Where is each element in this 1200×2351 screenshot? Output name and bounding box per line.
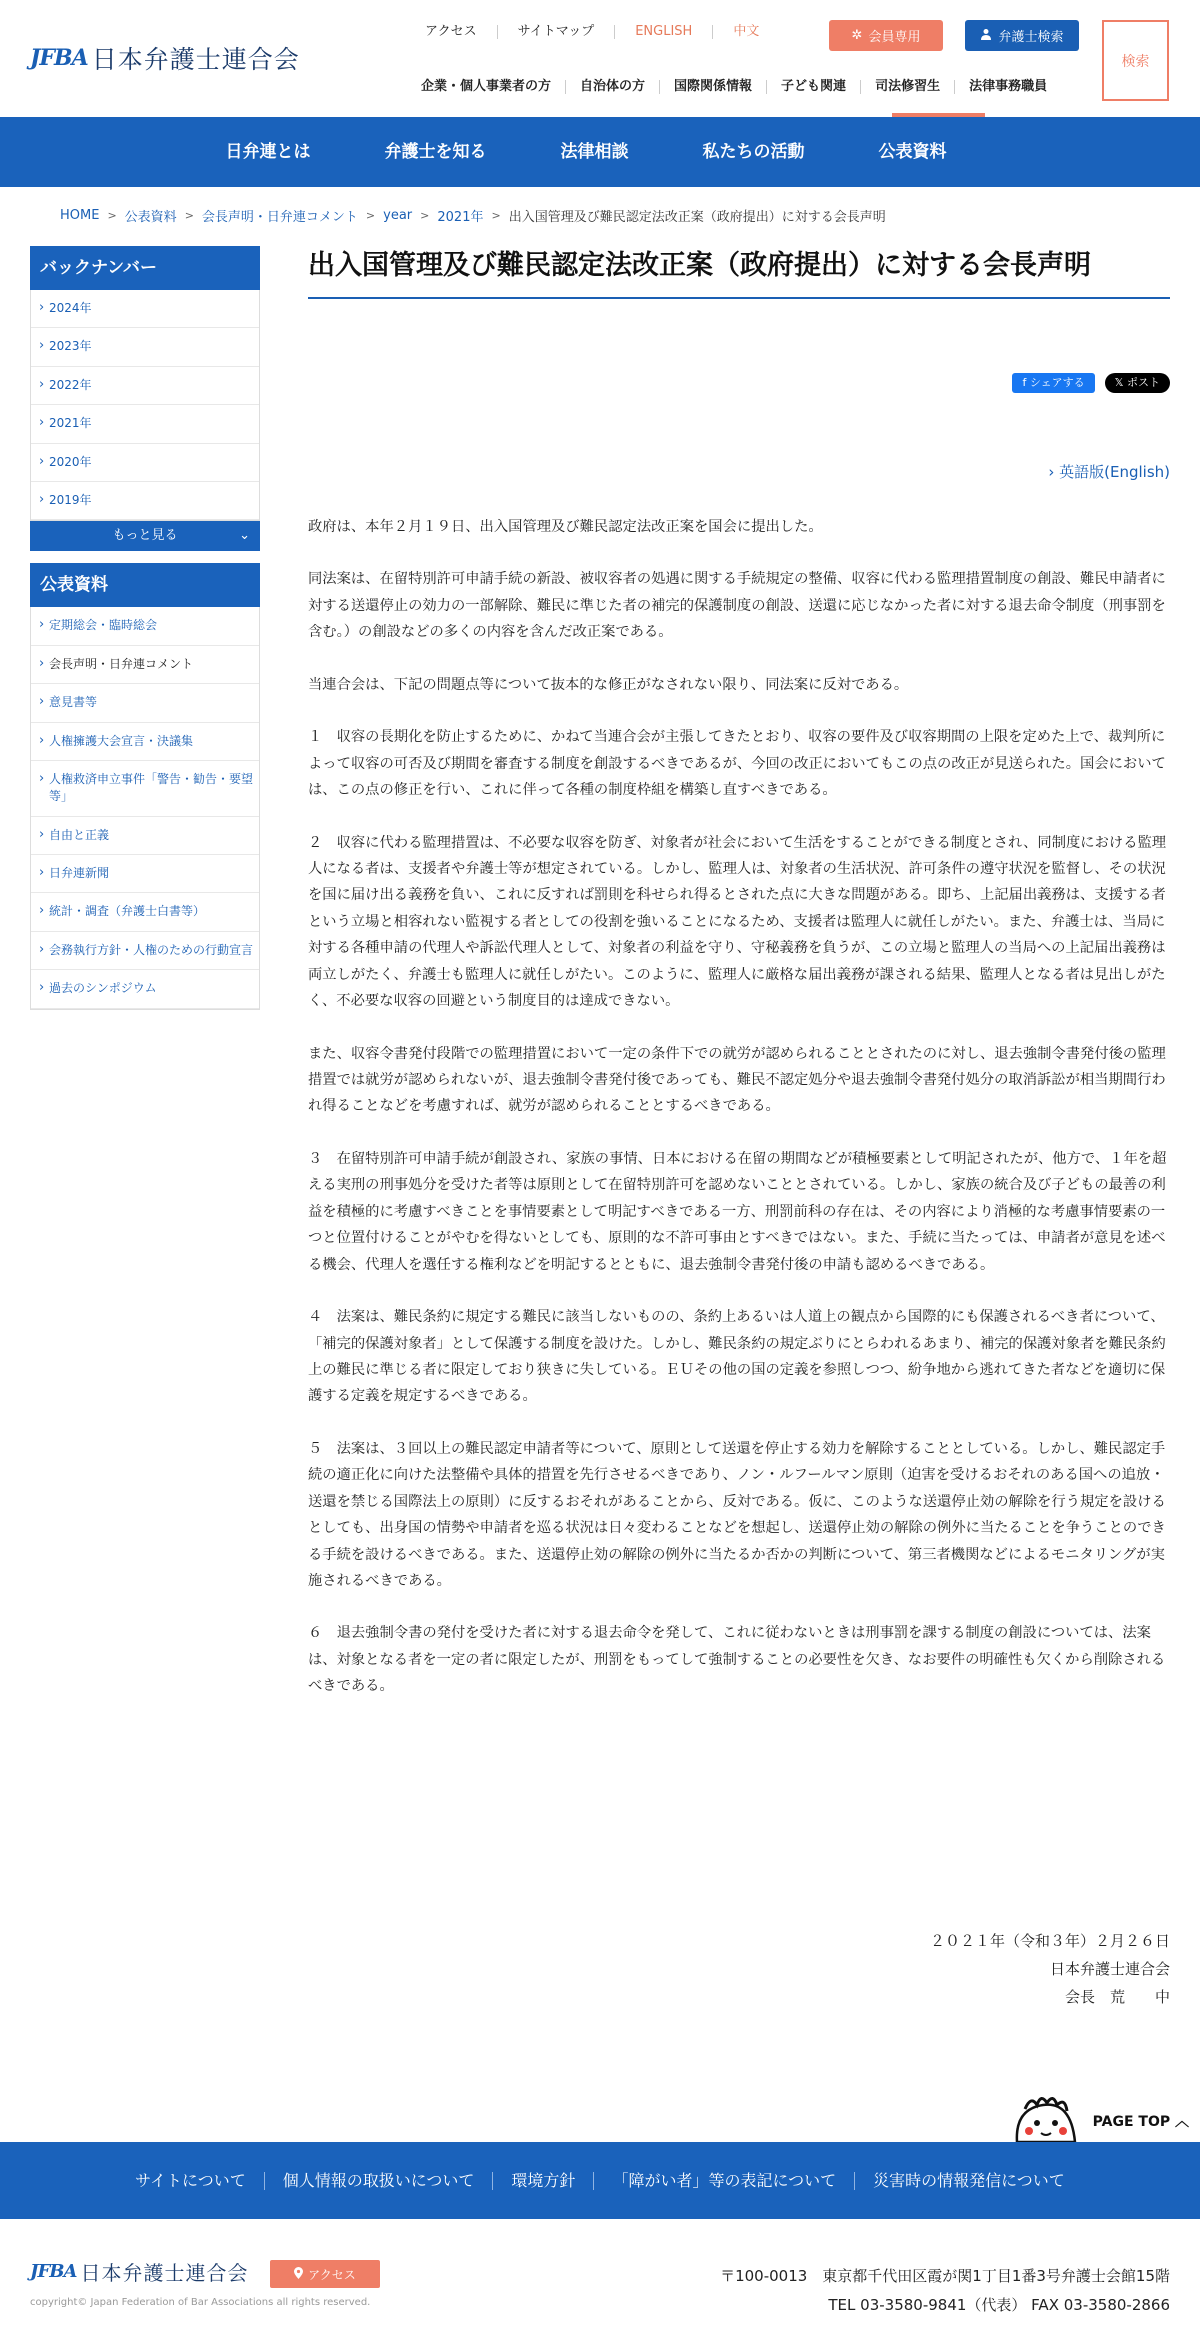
english-version-link[interactable] [1048, 461, 1170, 482]
sidebar-item-symposium[interactable]: › 過去のシンポジウム [31, 970, 259, 1008]
page-top-button[interactable] [1005, 2087, 1195, 2142]
sidebar-item-human-rights-relief[interactable]: › 人権救済申立事件「警告・勧告・要望等」 [31, 761, 259, 817]
signature-president: 会長 荒 中 [1064, 1987, 1170, 2006]
article-paragraph: また、収容令書発付段階での監理措置において一定の条件下での就労が認められることとされたのに対し、退去強制令書発付後の監理措置では就労が認められないが、退去強制令書発付後であっても、難民不認定処分や退去強制令書発付処分の取消訴訟が相当期間行われ得ることなどを考慮すれば、就労が認められることとするべきである。 [308, 1045, 1166, 1115]
signature-date: ２０２１年（令和３年）２月２６日 [929, 1932, 1170, 1950]
util-link-english[interactable]: ENGLISH [615, 25, 713, 39]
footer-address: 〒100-0013 東京都千代田区霞が関1丁目1番3号弁護士会館15階 [720, 2267, 1170, 2285]
footer-link-privacy[interactable]: 個人情報の取扱いについて [265, 2172, 494, 2190]
subnav-office-staff[interactable]: 法律事務職員 [969, 79, 1048, 94]
x-icon: 𝕏 [1114, 376, 1127, 389]
footer-logo-name: 日本弁護士連合会 [80, 2261, 249, 2285]
breadcrumb-separator: > [184, 209, 194, 222]
gear-icon: ✲ [851, 28, 863, 43]
sidebar-item-statistics[interactable]: › 統計・調査（弁護士白書等） [31, 893, 259, 931]
sidebar-item-declarations[interactable]: › 人権擁護大会宣言・決議集 [31, 723, 259, 761]
show-more-button[interactable] [30, 521, 260, 551]
article-paragraph: ２ 収容に代わる監理措置は、不必要な収容を防ぎ、対象者が社会において生活をすることができる制度とされ、同制度における監理人になる者は、支援者や弁護士等が想定されている。しかし、監理人は、対象者の生活状況、許可条件の遵守状況を監督し、その状況を国に届け出る義務を負い、これに反すれば罰則を科せられ得るとされた点に大きな問題がある。即ち、上記届出義務は、支援する者という立場と相容れない監視する者としての役割を強いることになるため、支援者は監理人に就任しがたい。また、弁護士は、当局に対する各種申請の代理人や訴訟代理人として、対象者の利益を守り、守秘義務を負うが、この立場と監理人の当局への上記届出義務は両立しがたく、弁護士も監理人に就任しがたい。このように、監理人に厳格な届出義務が課される結果、監理人となる者は見出しがたく、不必要な収容の回避という制度目的は達成できない。 [308, 834, 1167, 1010]
x-post-button[interactable] [1105, 373, 1170, 393]
article-paragraph: １ 収容の長期化を防止するために、かねて当連合会が主張してきたとおり、収容の要件及び収容期間の上限を定めた上で、裁判所によって収容の可否及び期間を審査する制度を創設するべきであるが、今回の改正においてもこの点の改正が見送られた。国会においては、この点の修正を行い、これに伴って各種の制度枠組を構築し直すべきである。 [308, 729, 1166, 799]
article-paragraph: ３ 在留特別許可申請手続が創設され、家族の事情、日本における在留の期間などが積極要素として明記されたが、他方で、１年を超える実刑の刑事処分を受けた者等は原則として在留特別許可を認めないこととされている。しかし、家族の統合及び子どもの最善の利益を積極的に考慮すべきことを事情要素として明記すべきである一方、刑罰前科の存在は、その内容により消極的な考慮事情要素の一つと位置付けることがやむを得ないとしても、原則的な不許可事由とすべきではない。また、手続に当たっては、申請者が意見を述べる機会、代理人を選任する権利などを明記するとともに、退去強制令書発付後の申請も認めるべきである。 [308, 1150, 1167, 1273]
subnav-business[interactable]: 企業・個人事業者の方 [407, 80, 566, 94]
year-list [30, 290, 260, 521]
footer-access-button[interactable] [270, 2260, 380, 2288]
english-version-label: 英語版(English) [1059, 463, 1170, 481]
materials-heading: 公表資料 [30, 563, 260, 607]
breadcrumb-separator: > [107, 209, 117, 222]
site-logo[interactable] [30, 40, 300, 76]
sidebar-item-jiyu-to-seigi[interactable]: › 自由と正義 [31, 817, 259, 855]
util-link-access[interactable]: アクセス [405, 25, 498, 39]
article-paragraph: 当連合会は、下記の問題点等について抜本的な修正がなされない限り、同法案に反対である。 [308, 676, 909, 693]
nav-know-lawyers[interactable]: 弁護士を知る [384, 142, 487, 162]
nav-publications[interactable]: 公表資料 [878, 142, 947, 162]
sidebar-item-newspaper[interactable]: › 日弁連新聞 [31, 855, 259, 893]
subnav-children[interactable]: 子ども関連 [767, 80, 861, 94]
breadcrumb-current: 出入国管理及び難民認定法改正案（政府提出）に対する会長声明 [508, 210, 886, 225]
sidebar-item-2019[interactable]: › 2019年 [31, 482, 259, 520]
chevron-up-icon: ︿ [1175, 2114, 1189, 2130]
breadcrumb-separator: > [365, 209, 376, 222]
show-more-label: もっと見る [112, 528, 178, 544]
main-navigation [0, 117, 1200, 187]
nav-about[interactable]: 日弁連とは [225, 142, 311, 162]
breadcrumb-home[interactable]: HOME [60, 208, 100, 223]
footer-tel-fax: TEL 03-3580-9841（代表） FAX 03-3580-2866 [828, 2295, 1170, 2314]
logo-name: 日本弁護士連合会 [91, 45, 300, 74]
chevron-right-icon: › [1048, 463, 1055, 481]
member-only-label: 会員専用 [868, 30, 921, 45]
nav-activities[interactable]: 私たちの活動 [702, 142, 805, 162]
footer-address-block [720, 2262, 1170, 2319]
breadcrumb-publications[interactable]: 公表資料 [124, 210, 177, 225]
facebook-share-button[interactable] [1012, 373, 1094, 393]
article-body [308, 514, 1170, 1726]
signature-org: 日本弁護士連合会 [1049, 1959, 1170, 1978]
sidebar-item-2024[interactable]: › 2024年 [31, 290, 259, 328]
search-button[interactable]: 検索 [1102, 20, 1169, 101]
footer-logo[interactable] [30, 2257, 248, 2286]
article-paragraph: ５ 法案は、３回以上の難民認定申請者等について、原則として送還を停止する効力を解除することとしている。しかし、難民認定手続の適正化に向けた法整備や具体的措置を先行させるべきであり、ノン・ルフールマン原則（迫害を受けるおそれのある国への追放・送還を禁じる国際法上の原則）に反するおそれがあることから、反対である。仮に、このような送還停止効の解除を行う規定を設けるとしても、出身国の情勢や申請者を巡る状況は日々変わることなどを想起し、送還停止効の解除の例外に当たることを争うことのできる手続を設けるべきである。また、送還停止効の解除の例外に当たるか否かの判断について、第三者機関などによるモニタリングが実施されるべきである。 [308, 1440, 1166, 1589]
breadcrumb-statements[interactable]: 会長声明・日弁連コメント [201, 210, 358, 225]
sidebar-item-opinions[interactable]: › 意見書等 [31, 684, 259, 722]
lawyer-search-label: 弁護士検索 [998, 30, 1064, 45]
footer-navigation [0, 2142, 1200, 2219]
facebook-share-label: シェアする [1029, 376, 1085, 389]
sidebar [30, 246, 260, 1010]
footer-logo-mark: JFBA [30, 2261, 77, 2282]
util-link-sitemap[interactable]: サイトマップ [498, 25, 616, 39]
sub-navigation [407, 80, 1061, 94]
site-header [0, 0, 1200, 117]
sidebar-item-2021[interactable]: › 2021年 [31, 405, 259, 443]
chevron-down-icon: ⌄ [239, 528, 250, 544]
person-icon [980, 28, 992, 44]
page-top-text: PAGE TOP [1092, 2114, 1171, 2130]
article-paragraph: ４ 法案は、難民条約に規定する難民に該当しないものの、条約上あるいは人道上の観点から国際的にも保護されるべき者について、「補完的保護対象者」として保護する制度を設けた。しかし、難民条約の規定ぶりにとらわれるあまり、補完的保護対象者を難民条約上の難民に準じる者に限定しており狭きに失している。ＥＵその他の国の定義を参照しつつ、紛争地から逃れてきた者などを適切に保護する定義を規定するべきである。 [308, 1309, 1166, 1405]
footer-link-about-site[interactable]: サイトについて [117, 2172, 265, 2190]
subnav-trainees[interactable]: 司法修習生 [861, 80, 955, 94]
footer-access-label: アクセス [308, 2267, 356, 2282]
sidebar-item-statements[interactable]: › 会長声明・日弁連コメント [31, 646, 259, 684]
breadcrumb-2021[interactable]: 2021年 [437, 210, 484, 225]
nav-consultation[interactable]: 法律相談 [560, 142, 629, 162]
backnumber-heading: バックナンバー [30, 246, 260, 290]
sidebar-item-policy[interactable]: › 会務執行方針・人権のための行動宣言 [31, 932, 259, 970]
sidebar-item-general-meeting[interactable]: › 定期総会・臨時総会 [31, 607, 259, 645]
breadcrumb-separator: > [420, 209, 430, 222]
materials-list [30, 607, 260, 1009]
util-link-chinese[interactable]: 中文 [733, 24, 760, 39]
lawyer-search-button[interactable] [965, 20, 1079, 51]
facebook-icon: f [1022, 376, 1030, 389]
page-top-label [1093, 2111, 1189, 2131]
subnav-international[interactable]: 国際関係情報 [660, 80, 767, 94]
breadcrumb-year[interactable]: year [383, 208, 413, 223]
x-post-label: ポスト [1127, 376, 1160, 389]
logo-mark: JFBA [30, 45, 88, 71]
sidebar-item-2020[interactable]: › 2020年 [31, 444, 259, 482]
breadcrumb [60, 206, 886, 225]
utility-links [405, 25, 779, 39]
subnav-local-gov[interactable]: 自治体の方 [566, 80, 660, 94]
location-pin-icon [294, 2267, 303, 2282]
article-paragraph: 政府は、本年２月１９日、出入国管理及び難民認定法改正案を国会に提出した。 [308, 519, 823, 535]
page-title: 出入国管理及び難民認定法改正案（政府提出）に対する会長声明 [308, 246, 1170, 299]
signature-block [930, 1928, 1170, 2011]
breadcrumb-separator: > [491, 209, 501, 222]
article [308, 246, 1170, 2006]
article-paragraph: ６ 退去強制令書の発付を受けた者に対する退去命令を発して、これに従わないときは刑事罰を課する制度の創設については、法案は、対象となる者を一定の者に限定したが、刑罰をもってして強制することの必要性を欠き、なお要件の明確性も欠くから削除されるべきである。 [308, 1625, 1166, 1695]
footer-link-disaster[interactable]: 災害時の情報発信について [873, 2170, 1065, 2190]
share-buttons [1012, 373, 1170, 393]
member-only-button[interactable] [829, 20, 943, 51]
footer-link-notation[interactable]: 「障がい者」等の表記について [594, 2172, 855, 2190]
mascot-icon [1005, 2087, 1095, 2142]
footer-link-environment[interactable]: 環境方針 [493, 2172, 594, 2190]
copyright: copyright© Japan Federation of Bar Associations all rights reserved. [30, 2297, 371, 2308]
sidebar-item-2022[interactable]: › 2022年 [31, 367, 259, 405]
sidebar-item-2023[interactable]: › 2023年 [31, 328, 259, 366]
article-paragraph: 同法案は、在留特別許可申請手続の新設、被収容者の処遇に関する手続規定の整備、収容に代わる監理措置制度の創設、難民申請者に対する送還停止の効力の一部解除、難民に準じた者の補完的保護制度の創設、送還に応じなかった者に対する退去命令制度（刑事罰を含む。）の創設などの多くの内容を含んだ改正案である。 [308, 571, 1166, 641]
